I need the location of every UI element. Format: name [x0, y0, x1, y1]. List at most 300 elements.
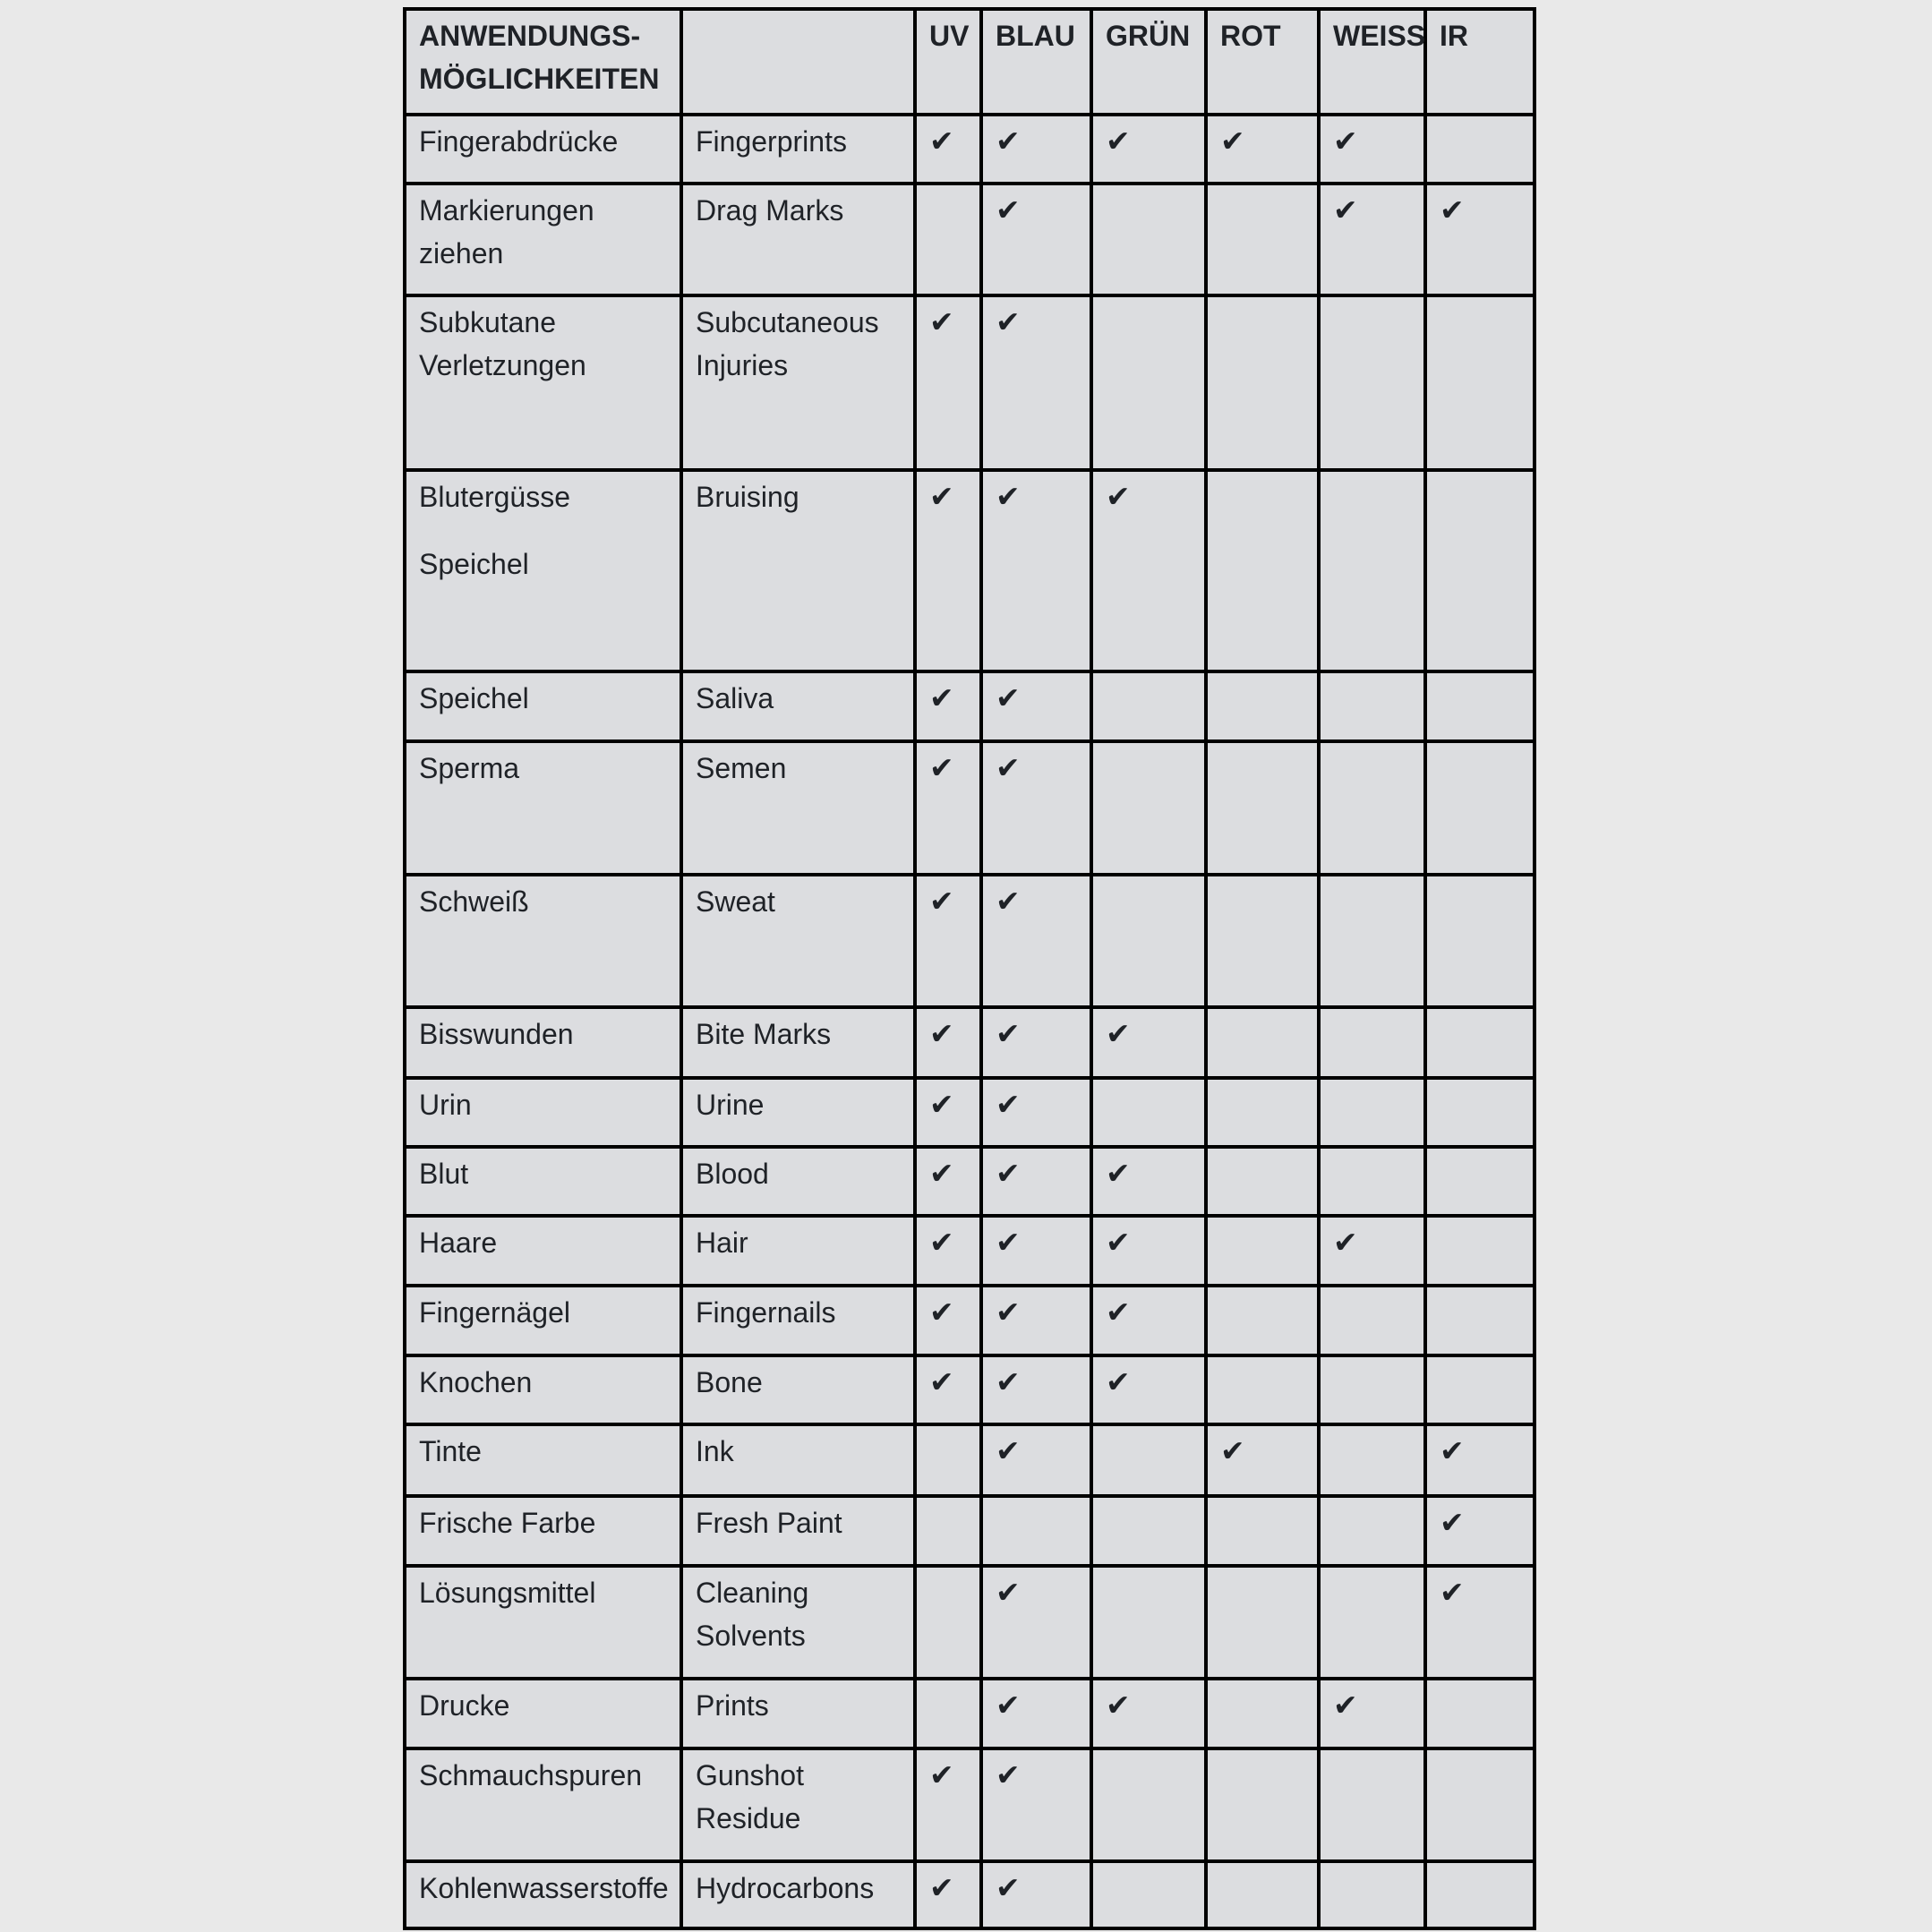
check-cell-weiss [1319, 1496, 1425, 1566]
label-line: Verletzungen [419, 349, 586, 381]
label-line: Schweiß [419, 885, 529, 918]
row-label-en [681, 1147, 915, 1216]
row-label-en [681, 295, 915, 470]
check-cell-weiss [1319, 470, 1425, 671]
label-paragraph [419, 1754, 674, 1797]
header-title-line-1: ANWENDUNGS- [419, 20, 641, 52]
check-cell-weiss [1319, 1355, 1425, 1424]
applications-table [403, 7, 1536, 1930]
label-line: Blood [696, 1158, 769, 1190]
check-cell-gruen [1091, 741, 1206, 875]
table-row [405, 1861, 1534, 1928]
check-cell-rot [1206, 470, 1319, 671]
check-cell-weiss [1319, 1147, 1425, 1216]
label-paragraph [696, 1430, 908, 1473]
check-cell-blau [981, 671, 1091, 741]
check-mark-icon: ✔ [929, 1087, 954, 1122]
table-row [405, 1216, 1534, 1286]
label-paragraph [419, 1291, 674, 1334]
label-line: Hydrocarbons [696, 1872, 875, 1904]
check-mark-icon: ✔ [996, 1364, 1021, 1399]
row-label-en [681, 470, 915, 671]
check-cell-uv [915, 470, 981, 671]
label-paragraph [696, 1221, 908, 1264]
row-label-en [681, 1078, 915, 1147]
header-col-blau: BLAU [981, 9, 1091, 115]
row-label-de [405, 875, 681, 1007]
check-mark-icon: ✔ [1333, 1225, 1358, 1260]
label-line: Prints [696, 1689, 769, 1722]
label-paragraph [696, 1361, 908, 1404]
check-mark-icon: ✔ [1106, 1016, 1131, 1051]
label-line: Sweat [696, 885, 775, 918]
header-col-ir: IR [1425, 9, 1534, 115]
check-mark-icon: ✔ [929, 1295, 954, 1329]
check-cell-rot [1206, 1496, 1319, 1566]
label-line: Bone [696, 1366, 763, 1398]
check-mark-icon: ✔ [1220, 124, 1245, 158]
table-row [405, 1078, 1534, 1147]
label-paragraph [696, 120, 908, 163]
row-label-de [405, 295, 681, 470]
check-mark-icon: ✔ [1333, 124, 1358, 158]
label-line: Blutergüsse [419, 481, 570, 513]
check-mark-icon: ✔ [1106, 1688, 1131, 1723]
label-line: Knochen [419, 1366, 533, 1398]
check-cell-rot [1206, 184, 1319, 295]
check-cell-uv [915, 1007, 981, 1078]
row-label-de [405, 1748, 681, 1861]
check-cell-ir [1425, 671, 1534, 741]
check-cell-rot [1206, 741, 1319, 875]
label-paragraph [696, 880, 908, 923]
check-cell-ir [1425, 1355, 1534, 1424]
label-line: Fingerabdrücke [419, 125, 619, 158]
check-cell-gruen [1091, 295, 1206, 470]
check-cell-blau [981, 1078, 1091, 1147]
check-cell-ir [1425, 1007, 1534, 1078]
label-paragraph [419, 1867, 674, 1910]
check-cell-gruen [1091, 470, 1206, 671]
label-line: Sperma [419, 752, 520, 784]
check-mark-icon: ✔ [996, 1087, 1021, 1122]
check-mark-icon: ✔ [1220, 1433, 1245, 1468]
label-paragraph [696, 1501, 908, 1544]
check-mark-icon: ✔ [996, 1016, 1021, 1051]
table-header-row [405, 9, 1534, 115]
row-label-de [405, 184, 681, 295]
check-cell-gruen [1091, 1355, 1206, 1424]
check-cell-uv [915, 1566, 981, 1679]
check-mark-icon: ✔ [996, 1575, 1021, 1610]
check-cell-blau [981, 1007, 1091, 1078]
check-cell-uv [915, 875, 981, 1007]
label-line: Subcutaneous [696, 306, 879, 338]
check-cell-gruen [1091, 1861, 1206, 1928]
check-cell-rot [1206, 1286, 1319, 1355]
check-mark-icon: ✔ [996, 1225, 1021, 1260]
check-cell-uv [915, 1496, 981, 1566]
header-applications-title [405, 9, 681, 115]
label-paragraph [696, 1571, 908, 1657]
check-cell-blau [981, 1861, 1091, 1928]
table-row [405, 671, 1534, 741]
label-line: Bisswunden [419, 1018, 574, 1050]
table-row [405, 1496, 1534, 1566]
row-label-en [681, 1861, 915, 1928]
check-cell-ir [1425, 1679, 1534, 1748]
check-cell-weiss [1319, 1748, 1425, 1861]
check-cell-rot [1206, 1748, 1319, 1861]
label-paragraph [696, 1684, 908, 1727]
check-mark-icon: ✔ [996, 1757, 1021, 1792]
row-label-de [405, 1078, 681, 1147]
check-cell-blau [981, 295, 1091, 470]
check-cell-uv [915, 184, 981, 295]
check-mark-icon: ✔ [1106, 1295, 1131, 1329]
label-line: Drucke [419, 1689, 510, 1722]
check-cell-ir [1425, 295, 1534, 470]
label-line: Frische Farbe [419, 1507, 596, 1539]
row-label-en [681, 184, 915, 295]
check-mark-icon: ✔ [996, 192, 1021, 227]
check-mark-icon: ✔ [996, 1433, 1021, 1468]
table-row [405, 295, 1534, 470]
check-cell-gruen [1091, 1007, 1206, 1078]
check-cell-rot [1206, 1078, 1319, 1147]
check-cell-weiss [1319, 115, 1425, 184]
check-cell-gruen [1091, 184, 1206, 295]
label-line: Bite Marks [696, 1018, 832, 1050]
check-cell-uv [915, 1748, 981, 1861]
check-mark-icon: ✔ [929, 1757, 954, 1792]
check-mark-icon: ✔ [1440, 192, 1465, 227]
label-line: Injuries [696, 349, 789, 381]
row-label-de [405, 1147, 681, 1216]
check-cell-gruen [1091, 875, 1206, 1007]
check-cell-weiss [1319, 1861, 1425, 1928]
check-cell-gruen [1091, 1216, 1206, 1286]
label-line: Speichel [419, 548, 529, 580]
label-line: Gunshot [696, 1759, 804, 1791]
label-paragraph [419, 677, 674, 720]
check-cell-rot [1206, 1861, 1319, 1928]
check-cell-rot [1206, 115, 1319, 184]
label-line: Saliva [696, 682, 774, 714]
check-cell-blau [981, 875, 1091, 1007]
check-cell-weiss [1319, 1078, 1425, 1147]
check-mark-icon: ✔ [1440, 1575, 1465, 1610]
row-label-en [681, 1216, 915, 1286]
check-mark-icon: ✔ [929, 1156, 954, 1191]
label-paragraph [419, 543, 674, 586]
label-paragraph [419, 301, 674, 387]
check-cell-gruen [1091, 1748, 1206, 1861]
check-cell-ir [1425, 1748, 1534, 1861]
row-label-en [681, 1566, 915, 1679]
check-cell-uv [915, 1147, 981, 1216]
row-label-de [405, 1286, 681, 1355]
check-mark-icon: ✔ [996, 1156, 1021, 1191]
label-line: Drag Marks [696, 194, 844, 227]
check-cell-weiss [1319, 1216, 1425, 1286]
label-paragraph [419, 880, 674, 923]
check-cell-gruen [1091, 1078, 1206, 1147]
label-paragraph [696, 189, 908, 232]
row-label-de [405, 470, 681, 671]
check-cell-gruen [1091, 115, 1206, 184]
table-row [405, 1147, 1534, 1216]
label-line: Fresh Paint [696, 1507, 842, 1539]
check-cell-ir [1425, 1147, 1534, 1216]
row-label-de [405, 1861, 681, 1928]
label-paragraph [419, 1430, 674, 1473]
label-line: Markierungen [419, 194, 594, 227]
check-cell-rot [1206, 1424, 1319, 1496]
check-cell-blau [981, 184, 1091, 295]
check-cell-ir [1425, 1286, 1534, 1355]
check-mark-icon: ✔ [1106, 479, 1131, 514]
check-cell-rot [1206, 875, 1319, 1007]
check-mark-icon: ✔ [1106, 1364, 1131, 1399]
page-background [403, 7, 1536, 1930]
check-mark-icon: ✔ [929, 304, 954, 339]
check-cell-weiss [1319, 1007, 1425, 1078]
check-cell-weiss [1319, 741, 1425, 875]
check-cell-weiss [1319, 1566, 1425, 1679]
table-row [405, 1007, 1534, 1078]
label-paragraph [696, 1754, 908, 1840]
row-label-de [405, 1007, 681, 1078]
label-line: Semen [696, 752, 787, 784]
check-mark-icon: ✔ [1106, 124, 1131, 158]
check-cell-blau [981, 1424, 1091, 1496]
check-mark-icon: ✔ [996, 680, 1021, 715]
check-mark-icon: ✔ [929, 479, 954, 514]
row-label-en [681, 1286, 915, 1355]
check-mark-icon: ✔ [996, 1870, 1021, 1905]
check-cell-weiss [1319, 875, 1425, 1007]
row-label-en [681, 671, 915, 741]
check-cell-blau [981, 115, 1091, 184]
check-cell-gruen [1091, 1566, 1206, 1679]
check-cell-rot [1206, 1566, 1319, 1679]
table-row [405, 1679, 1534, 1748]
check-cell-ir [1425, 1566, 1534, 1679]
header-col-rot: ROT [1206, 9, 1319, 115]
check-cell-uv [915, 1424, 981, 1496]
check-cell-rot [1206, 1007, 1319, 1078]
label-line: Ink [696, 1435, 734, 1467]
header-empty-cell [681, 9, 915, 115]
label-paragraph [419, 1083, 674, 1126]
label-paragraph [419, 1221, 674, 1264]
table-row [405, 115, 1534, 184]
row-label-en [681, 741, 915, 875]
check-cell-weiss [1319, 1679, 1425, 1748]
check-cell-uv [915, 295, 981, 470]
check-mark-icon: ✔ [1106, 1156, 1131, 1191]
header-col-uv: UV [915, 9, 981, 115]
check-cell-rot [1206, 1147, 1319, 1216]
label-paragraph [419, 120, 674, 163]
table-row [405, 875, 1534, 1007]
row-label-en [681, 1007, 915, 1078]
check-mark-icon: ✔ [1333, 192, 1358, 227]
label-paragraph [696, 1291, 908, 1334]
label-paragraph [696, 1867, 908, 1910]
row-label-en [681, 875, 915, 1007]
check-cell-blau [981, 1216, 1091, 1286]
check-mark-icon: ✔ [1440, 1433, 1465, 1468]
row-label-de [405, 1424, 681, 1496]
check-cell-uv [915, 1861, 981, 1928]
label-line: Fingernägel [419, 1296, 570, 1329]
table-row [405, 1748, 1534, 1861]
label-paragraph [696, 1013, 908, 1056]
label-paragraph [696, 1083, 908, 1126]
check-cell-blau [981, 1496, 1091, 1566]
check-mark-icon: ✔ [996, 479, 1021, 514]
label-line: Urin [419, 1089, 472, 1121]
check-cell-blau [981, 470, 1091, 671]
check-cell-gruen [1091, 1679, 1206, 1748]
check-cell-uv [915, 1679, 981, 1748]
check-mark-icon: ✔ [996, 884, 1021, 919]
row-label-de [405, 1679, 681, 1748]
table-row [405, 741, 1534, 875]
label-paragraph [419, 747, 674, 790]
check-cell-weiss [1319, 1424, 1425, 1496]
row-label-de [405, 1355, 681, 1424]
check-cell-ir [1425, 1216, 1534, 1286]
header-col-weiss: WEISS [1319, 9, 1425, 115]
row-label-en [681, 1424, 915, 1496]
table-row [405, 1286, 1534, 1355]
table-row [405, 470, 1534, 671]
check-cell-ir [1425, 470, 1534, 671]
label-paragraph [696, 1152, 908, 1195]
row-label-de [405, 115, 681, 184]
check-cell-ir [1425, 115, 1534, 184]
row-label-en [681, 1679, 915, 1748]
label-paragraph [696, 301, 908, 387]
check-cell-blau [981, 1566, 1091, 1679]
check-mark-icon: ✔ [929, 1016, 954, 1051]
check-mark-icon: ✔ [996, 1688, 1021, 1723]
label-paragraph [696, 677, 908, 720]
check-cell-uv [915, 1355, 981, 1424]
label-paragraph [419, 1013, 674, 1056]
label-line: Speichel [419, 682, 529, 714]
row-label-en [681, 1355, 915, 1424]
check-cell-blau [981, 1286, 1091, 1355]
check-mark-icon: ✔ [929, 1225, 954, 1260]
row-label-de [405, 1216, 681, 1286]
check-mark-icon: ✔ [929, 680, 954, 715]
check-mark-icon: ✔ [996, 304, 1021, 339]
table-row [405, 1355, 1534, 1424]
label-line: Haare [419, 1227, 498, 1259]
check-mark-icon: ✔ [996, 1295, 1021, 1329]
check-cell-uv [915, 115, 981, 184]
check-cell-weiss [1319, 184, 1425, 295]
check-cell-ir [1425, 1424, 1534, 1496]
check-cell-gruen [1091, 671, 1206, 741]
label-paragraph [419, 1152, 674, 1195]
row-label-en [681, 115, 915, 184]
check-cell-blau [981, 1355, 1091, 1424]
check-cell-weiss [1319, 671, 1425, 741]
table-row [405, 184, 1534, 295]
row-label-de [405, 1566, 681, 1679]
table-row [405, 1424, 1534, 1496]
table-row [405, 1566, 1534, 1679]
check-cell-ir [1425, 1078, 1534, 1147]
label-paragraph [419, 1501, 674, 1544]
check-mark-icon: ✔ [996, 750, 1021, 785]
label-paragraph [419, 1684, 674, 1727]
label-line: Kohlenwasserstoffe [419, 1872, 669, 1904]
check-cell-ir [1425, 741, 1534, 875]
label-line: ziehen [419, 237, 504, 269]
check-mark-icon: ✔ [929, 884, 954, 919]
label-line: Bruising [696, 481, 799, 513]
label-paragraph [696, 475, 908, 518]
check-mark-icon: ✔ [996, 124, 1021, 158]
check-cell-ir [1425, 1861, 1534, 1928]
header-title-line-2: MÖGLICHKEITEN [419, 63, 660, 95]
check-cell-rot [1206, 1216, 1319, 1286]
label-paragraph [419, 1571, 674, 1614]
label-line: Tinte [419, 1435, 482, 1467]
check-mark-icon: ✔ [929, 1870, 954, 1905]
check-mark-icon: ✔ [929, 750, 954, 785]
check-cell-weiss [1319, 1286, 1425, 1355]
row-label-de [405, 1496, 681, 1566]
check-cell-uv [915, 1216, 981, 1286]
label-line: Urine [696, 1089, 765, 1121]
label-paragraph [419, 1361, 674, 1404]
check-cell-ir [1425, 875, 1534, 1007]
label-line: Fingernails [696, 1296, 836, 1329]
check-cell-blau [981, 1147, 1091, 1216]
check-cell-gruen [1091, 1496, 1206, 1566]
label-paragraph [419, 189, 674, 275]
check-cell-gruen [1091, 1147, 1206, 1216]
check-mark-icon: ✔ [1333, 1688, 1358, 1723]
row-label-en [681, 1748, 915, 1861]
check-mark-icon: ✔ [1106, 1225, 1131, 1260]
check-mark-icon: ✔ [929, 1364, 954, 1399]
check-cell-rot [1206, 671, 1319, 741]
check-cell-uv [915, 1286, 981, 1355]
label-line: Schmauchspuren [419, 1759, 643, 1791]
label-line: Solvents [696, 1620, 806, 1652]
check-cell-gruen [1091, 1424, 1206, 1496]
check-cell-blau [981, 741, 1091, 875]
label-line: Fingerprints [696, 125, 847, 158]
check-cell-weiss [1319, 295, 1425, 470]
check-cell-gruen [1091, 1286, 1206, 1355]
check-mark-icon: ✔ [1440, 1505, 1465, 1540]
label-paragraph [696, 747, 908, 790]
check-cell-rot [1206, 1355, 1319, 1424]
row-label-de [405, 671, 681, 741]
header-col-gruen: GRÜN [1091, 9, 1206, 115]
check-cell-uv [915, 1078, 981, 1147]
label-line: Cleaning [696, 1577, 809, 1609]
